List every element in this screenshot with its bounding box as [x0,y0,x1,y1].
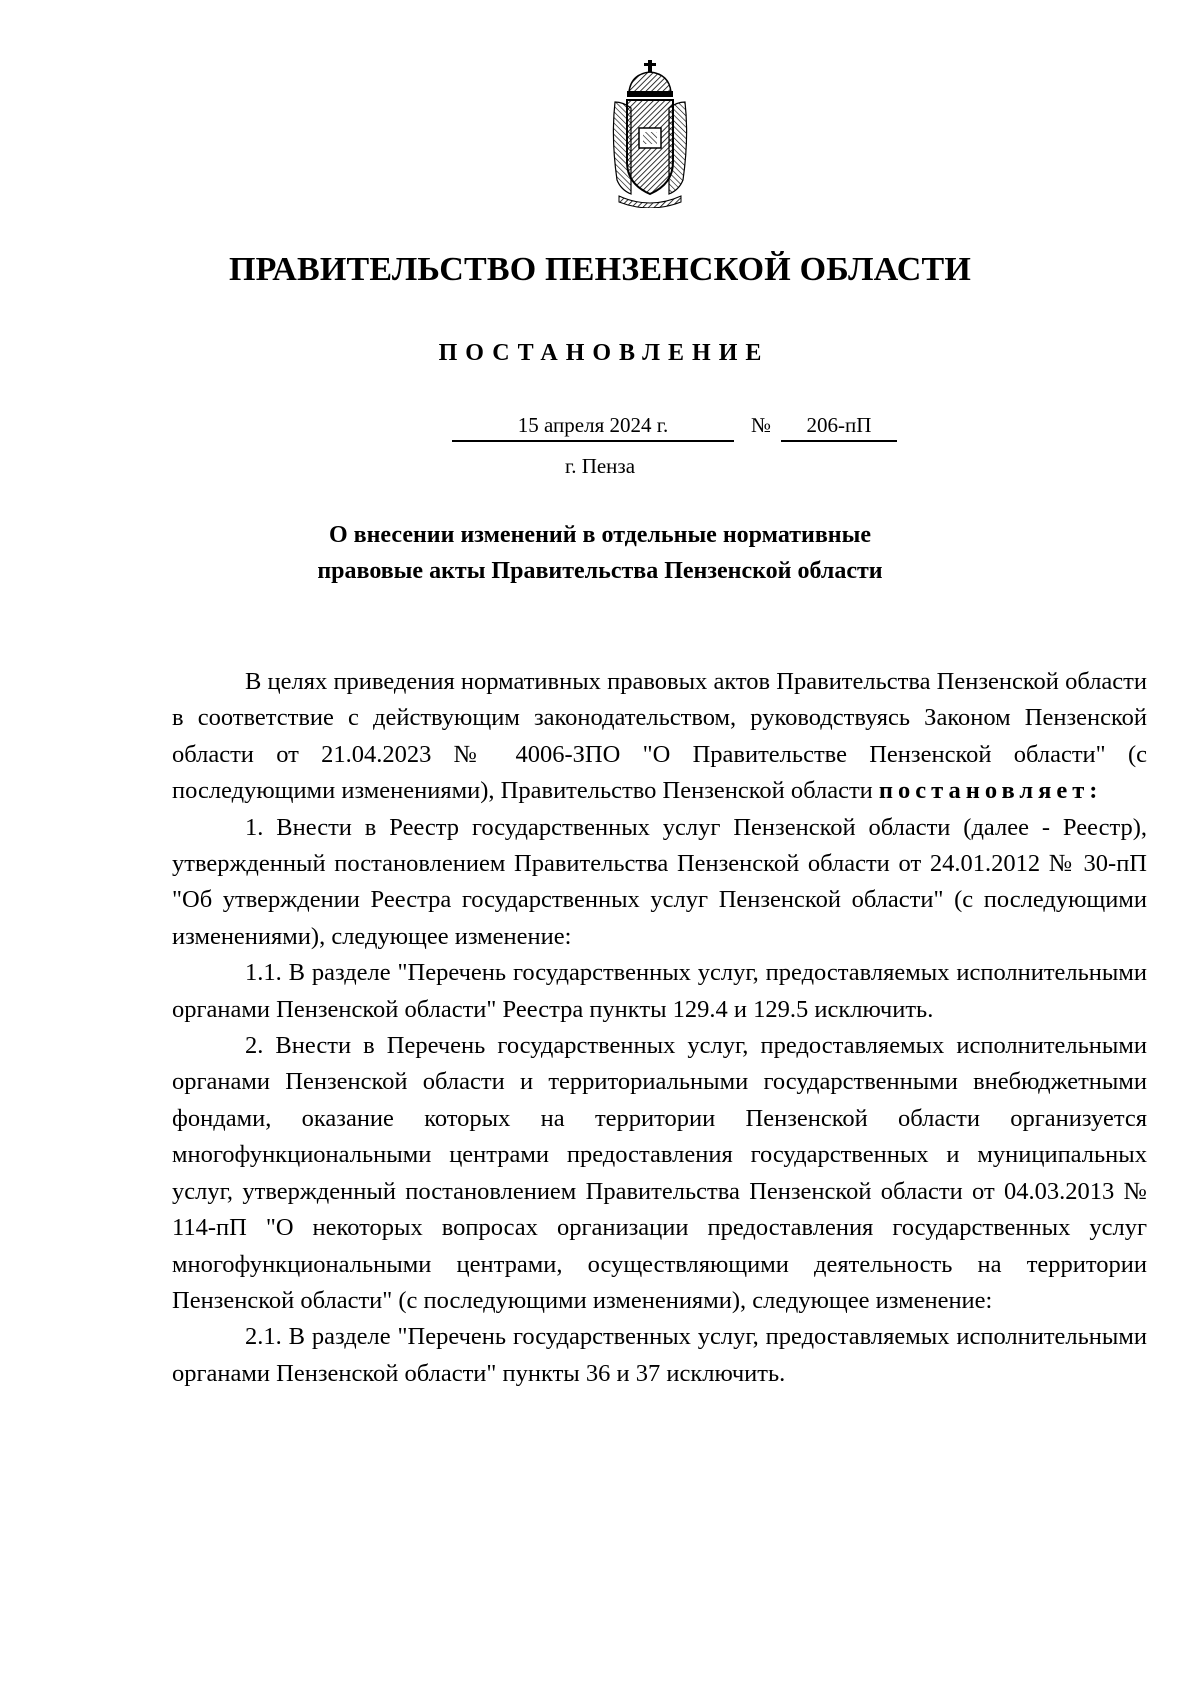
subject-line-2: правовые акты Правительства Пензенской области [317,558,883,584]
preamble-text: В целях приведения нормативных правовых актов Правительства Пензенской области в соответствие с действующим законодательством, руководствуясь Законом Пензенской области от 21.04.2023 № 4006-ЗПО "О Правительстве Пензенской области" (с последующими изменениями), Правительство Пензенской области [172,668,1147,805]
document-date: 15 апреля 2024 г. [452,410,734,442]
coat-of-arms-icon [605,58,695,208]
preamble-paragraph [172,664,1147,810]
paragraph-2-1: 2.1. В разделе "Перечень государственных услуг, предоставляемых исполнительными органами Пензенской области" пункты 36 и 37 исключить. [172,1323,1147,1387]
document-number: 206-пП [781,410,897,442]
organization-title: ПРАВИТЕЛЬСТВО ПЕНЗЕНСКОЙ ОБЛАСТИ [228,251,971,288]
document-body [172,664,1147,1392]
subject-line-1: О внесении изменений в отдельные нормативные [328,522,872,548]
paragraph-2: 2. Внести в Перечень государственных услуг, предоставляемых исполнительными органами Пензенской области и территориальными государственными внебюджетными фондами, оказание которых на территории Пензенской области организуется многофункциональными центрами предоставления государственных и муниципальных услуг, утвержденный постановлением Правительства Пензенской области от 04.03.2013 № 114-пП "О некоторых вопросах организации предоставления государственных услуг многофункциональными центрами, осуществляющими деятельность на территории Пензенской области" (с последующими изменениями), следующее изменение: [172,1032,1147,1314]
paragraph-1-1: 1.1. В разделе "Перечень государственных услуг, предоставляемых исполнительными органами Пензенской области" Реестра пункты 129.4 и 129.5 исключить. [172,959,1147,1023]
document-subject [0,517,1200,589]
number-sign: № [750,413,772,437]
resolves-word: постановляет: [878,777,1103,805]
city: г. Пенза [564,454,636,478]
document-type: ПОСТАНОВЛЕНИЕ [438,340,770,366]
paragraph-1: 1. Внести в Реестр государственных услуг Пензенской области (далее - Реестр), утвержденный постановлением Правительства Пензенской области от 24.01.2012 № 30-пП "Об утверждении Реестра государственных услуг Пензенской области" (с последующими изменениями), следующее изменение: [172,813,1147,950]
